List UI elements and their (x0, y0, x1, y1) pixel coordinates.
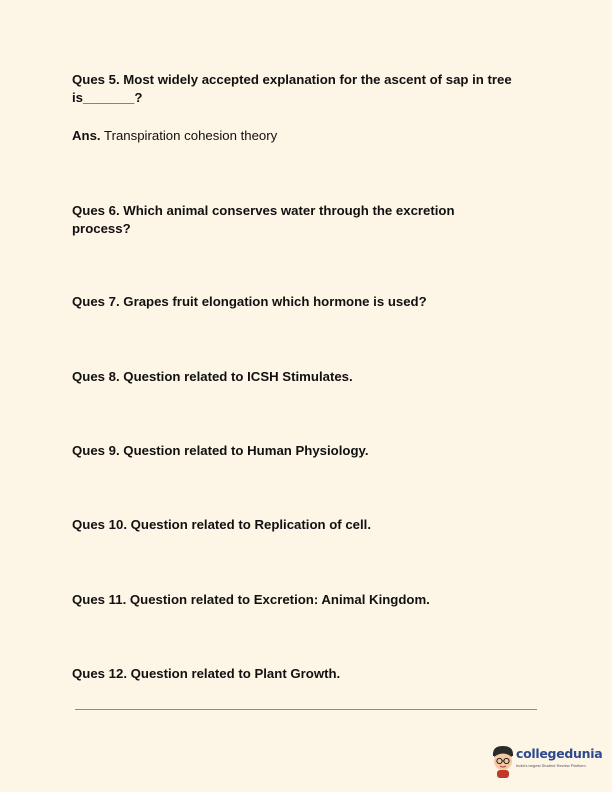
question-6-line2: process? (72, 221, 131, 236)
brand-name: collegedunia (516, 746, 603, 761)
question-8: Ques 8. Question related to ICSH Stimulates. (72, 369, 353, 384)
answer-text: Transpiration cohesion theory (100, 128, 278, 143)
question-7: Ques 7. Grapes fruit elongation which hormone is used? (72, 294, 427, 309)
answer-5 (72, 127, 542, 145)
question-11: Ques 11. Question related to Excretion: Animal Kingdom. (72, 592, 430, 607)
question-12: Ques 12. Question related to Plant Growth. (72, 666, 341, 681)
answer-label: Ans. (72, 128, 101, 143)
question-9: Ques 9. Question related to Human Physiology. (72, 443, 369, 458)
question-10: Ques 10. Question related to Replication of cell. (72, 517, 371, 532)
question-6-line1: Ques 6. Which animal conserves water through the excretion (72, 203, 455, 218)
question-5-line1: Ques 5. Most widely accepted explanation for the ascent of sap in tree (72, 72, 512, 87)
footer-divider (75, 709, 537, 710)
question-5 (72, 71, 542, 107)
brand-tagline: India's largest Student Review Platform (516, 763, 586, 768)
question-5-line2: is_______? (72, 90, 143, 105)
mascot-icon (490, 744, 516, 778)
collegedunia-logo (490, 744, 603, 778)
question-6 (72, 202, 542, 238)
